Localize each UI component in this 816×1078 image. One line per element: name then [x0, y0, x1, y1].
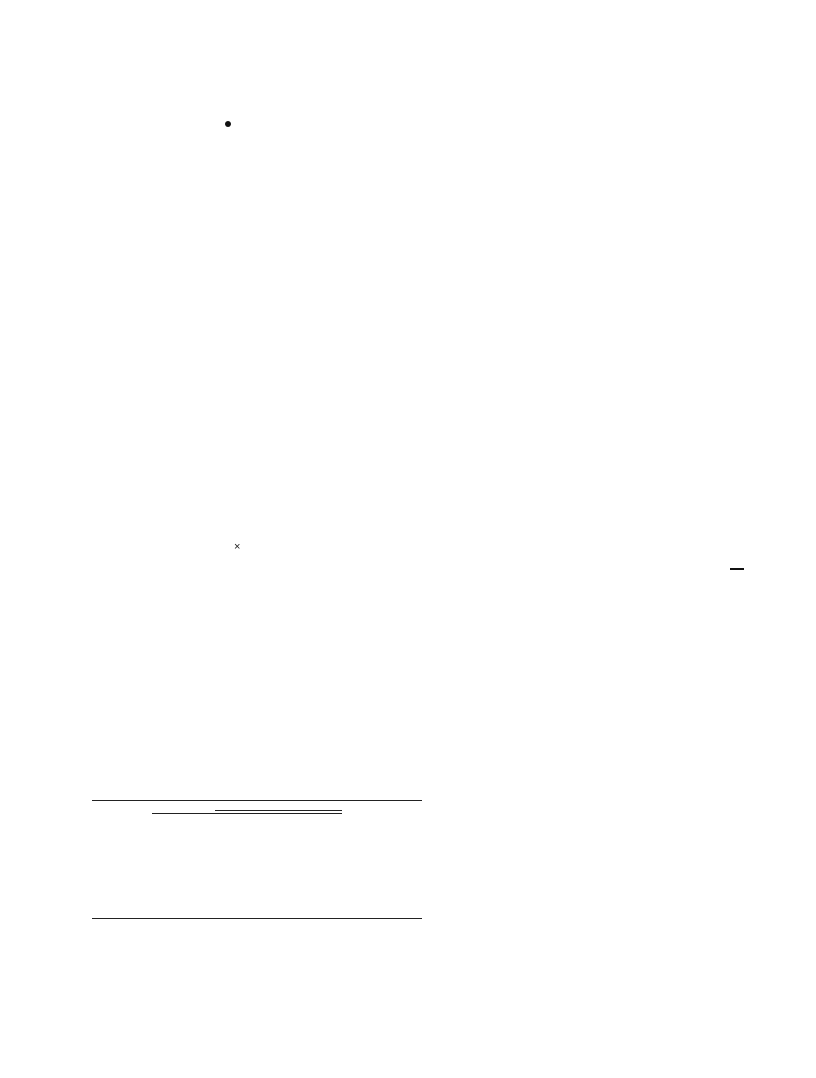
table-bottom-rule: [92, 918, 422, 919]
col-detector: [279, 811, 342, 814]
running-head-right: [695, 27, 709, 43]
bottom-legend-marker: ×: [234, 541, 241, 553]
scale-bar: [730, 568, 744, 570]
col-section: [152, 811, 215, 814]
col-film: [215, 811, 278, 814]
table-1: [152, 808, 342, 814]
figure-1-chart: [92, 78, 432, 620]
top-legend-marker: [225, 121, 231, 127]
figure-2-panels: [440, 78, 770, 578]
table-top-rule: [92, 800, 422, 801]
